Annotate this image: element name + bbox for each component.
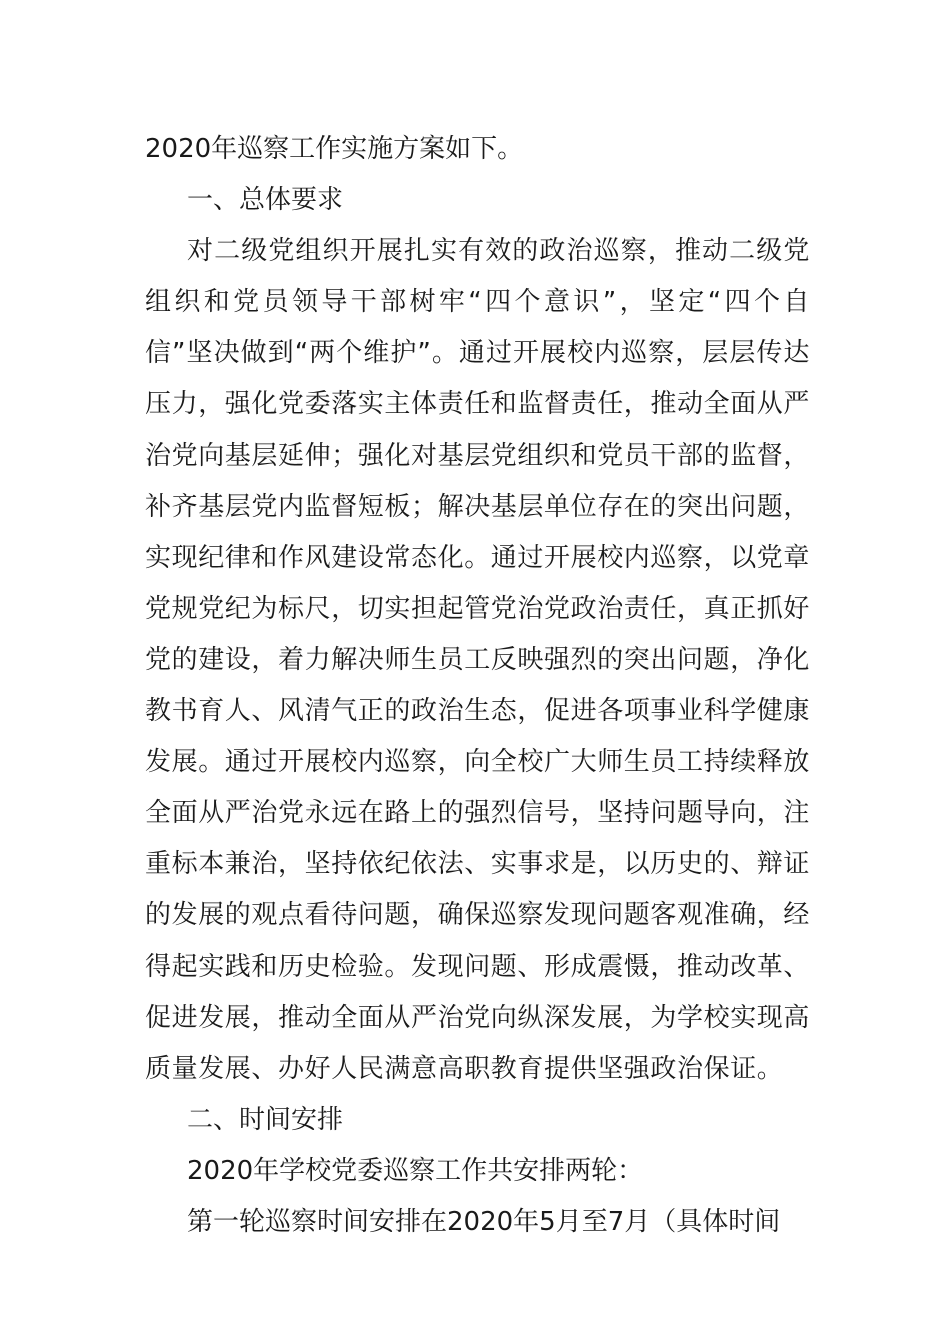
section-heading-schedule: 二、时间安排 — [187, 1104, 344, 1135]
section-heading-general-requirements: 一、总体要求 — [187, 185, 344, 216]
general-requirements-paragraph: 对二级党组织开展扎实有效的政治巡察，推动二级党组织和党员领导干部树牢“四个意识”，坚定“四个自信”坚决做到“两个维护”。通过开展校内巡察，层层传达压力，强化党委落实主体责任和监督责任，推动全面从严治党向基层延伸；强化对基层党组织和党员干部的监督，补齐基层党内监督短板；解决基层单位存在的突出问题，实现纪律和作风建设常态化。通过开展校内巡察，以党章党规党纪为标尺，切实担起管党治党政治责任，真正抓好党的建设，着力解决师生员工反映强烈的突出问题，净化教书育人、风清气正的政治生态，促进各项事业科学健康发展。通过开展校内巡察，向全校广大师生员工持续释放全面从严治党永远在路上的强烈信号，坚持问题导向，注重标本兼治，坚持依纪依法、实事求是，以历史的、辩证的发展的观点看待问题，确保巡察发现问题客观准确，经得起实践和历史检验。发现问题、形成震慑，推动改革、促进发展，推动全面从严治党向纵深发展，为学校实现高质量发展、办好人民满意高职教育提供坚强政治保证。 — [145, 236, 811, 1084]
rounds-summary-paragraph: 2020年学校党委巡察工作共安排两轮： — [187, 1155, 644, 1186]
round-one-paragraph: 第一轮巡察时间安排在2020年5月至7月（具体时间 — [187, 1206, 781, 1237]
intro-paragraph: 2020年巡察工作实施方案如下。 — [145, 134, 524, 164]
document-body — [145, 124, 810, 1248]
